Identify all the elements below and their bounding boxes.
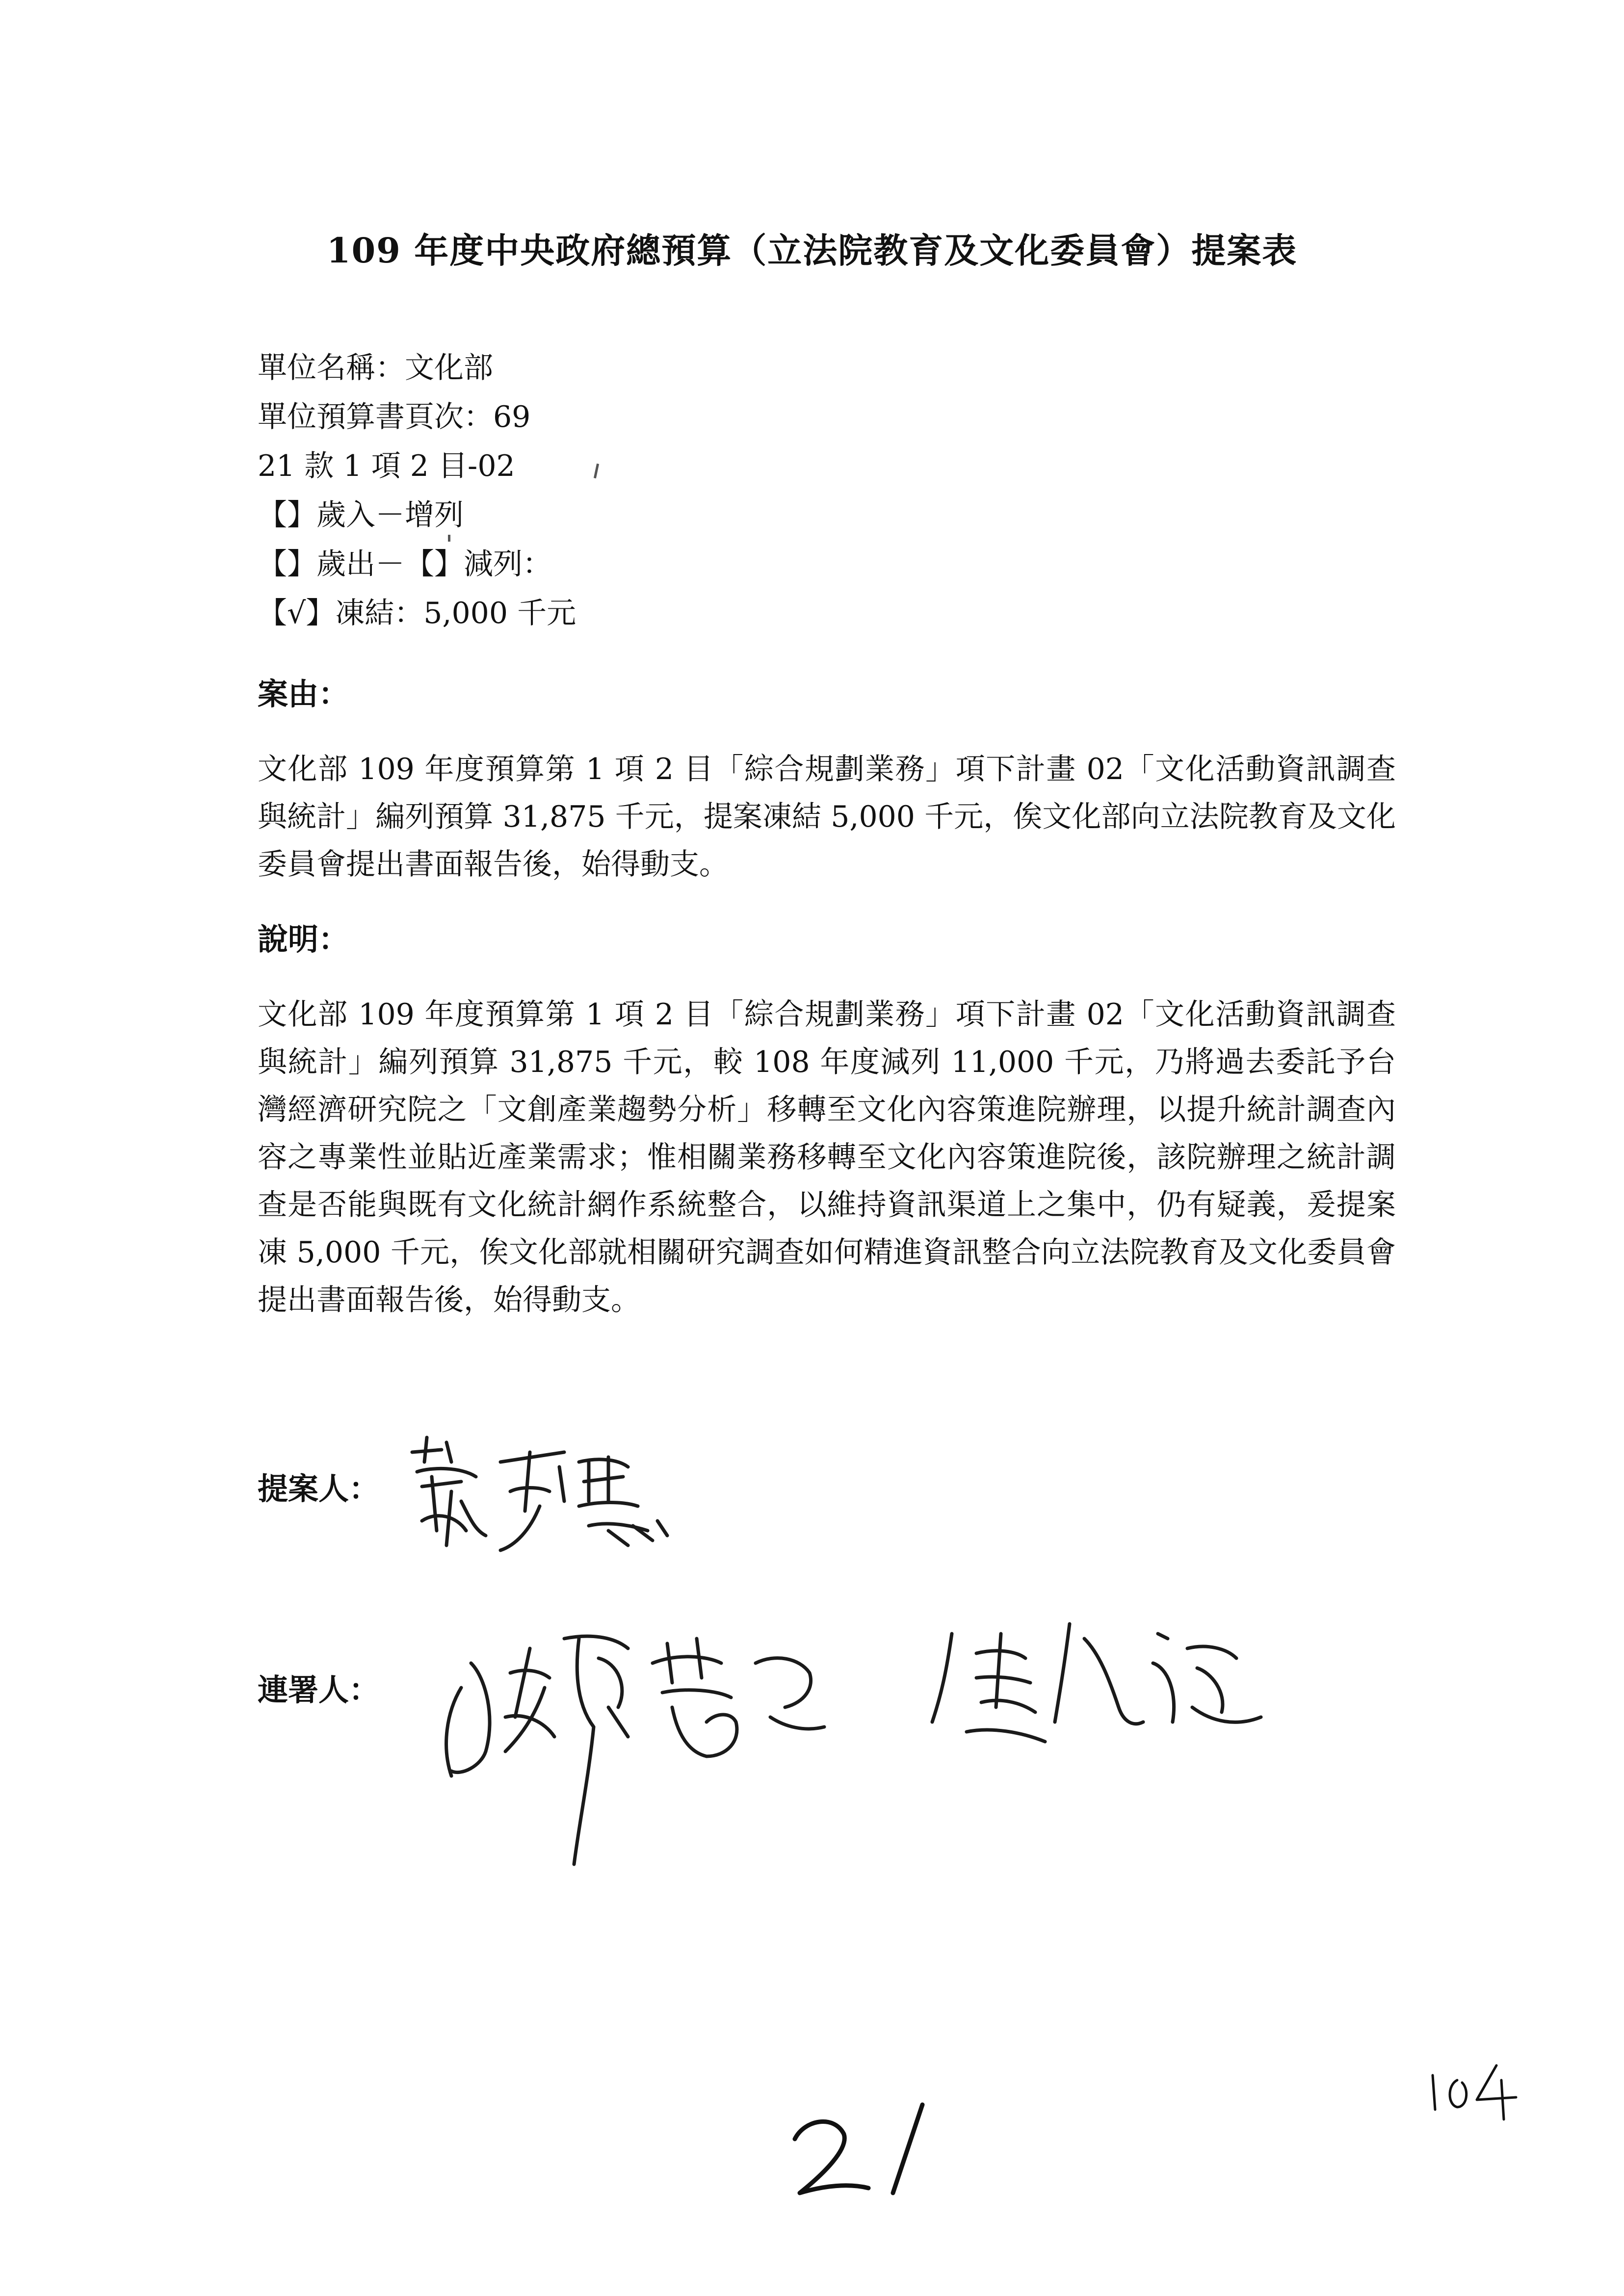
reason-text: 文化部 109 年度預算第 1 項 2 目「綜合規劃業務」項下計畫 02「文化活動資訊調查與統計」編列預算 31,875 千元，提案凍結 5,000 千元，俟文化部向立法院教育及文化委員會提出書面報告後，始得動支。: [258, 752, 1396, 882]
explanation-text: 文化部 109 年度預算第 1 項 2 目「綜合規劃業務」項下計畫 02「文化活動資訊調查與統計」編列預算 31,875 千元，較 108 年度減列 11,000 千元，乃將過去委託予台灣經濟研究院之「文創產業趨勢分析」移轉至文化內容策進院辦理，以提升統計調查內容之專業性並貼近產業需求；惟相關業務移轉至文化內容策進院後，該院辦理之統計調查是否能與既有文化統計網作系統整合，以維持資訊渠道上之集中，仍有疑義，爰提案凍 5,000 千元，俟文化部就相關研究調查如何精進資訊整合向立法院教育及文化委員會提出書面報告後，始得動支。: [258, 997, 1396, 1317]
cosigner-signature-2: [922, 1594, 1276, 1761]
meta-block: [258, 343, 576, 638]
page-number: [785, 2095, 942, 2203]
item-code: 21 款 1 項 2 目-02: [258, 449, 515, 483]
proposer-label: 提案人：: [258, 1471, 380, 1507]
reason-heading: 案由：: [258, 676, 349, 712]
unit-name: 單位名稱：文化部: [258, 351, 493, 385]
proposer-signature: [402, 1433, 707, 1580]
expense-line: 【】歲出－【】減列：: [258, 547, 552, 581]
stray-mark: [594, 464, 599, 478]
corner-number: [1423, 2056, 1531, 2124]
explanation-heading: 說明：: [258, 921, 349, 957]
cosigner-label: 連署人：: [258, 1672, 380, 1708]
document-title: 109 年度中央政府總預算（立法院教育及文化委員會）提案表: [326, 230, 1298, 271]
budget-page: 單位預算書頁次：69: [258, 400, 531, 434]
revenue-line: 【】歲入－增列: [258, 498, 464, 532]
cosigner-signature-1: [432, 1590, 873, 1894]
stray-mark: [448, 535, 450, 542]
freeze-line: 【√】凍結：5,000 千元: [258, 596, 576, 630]
